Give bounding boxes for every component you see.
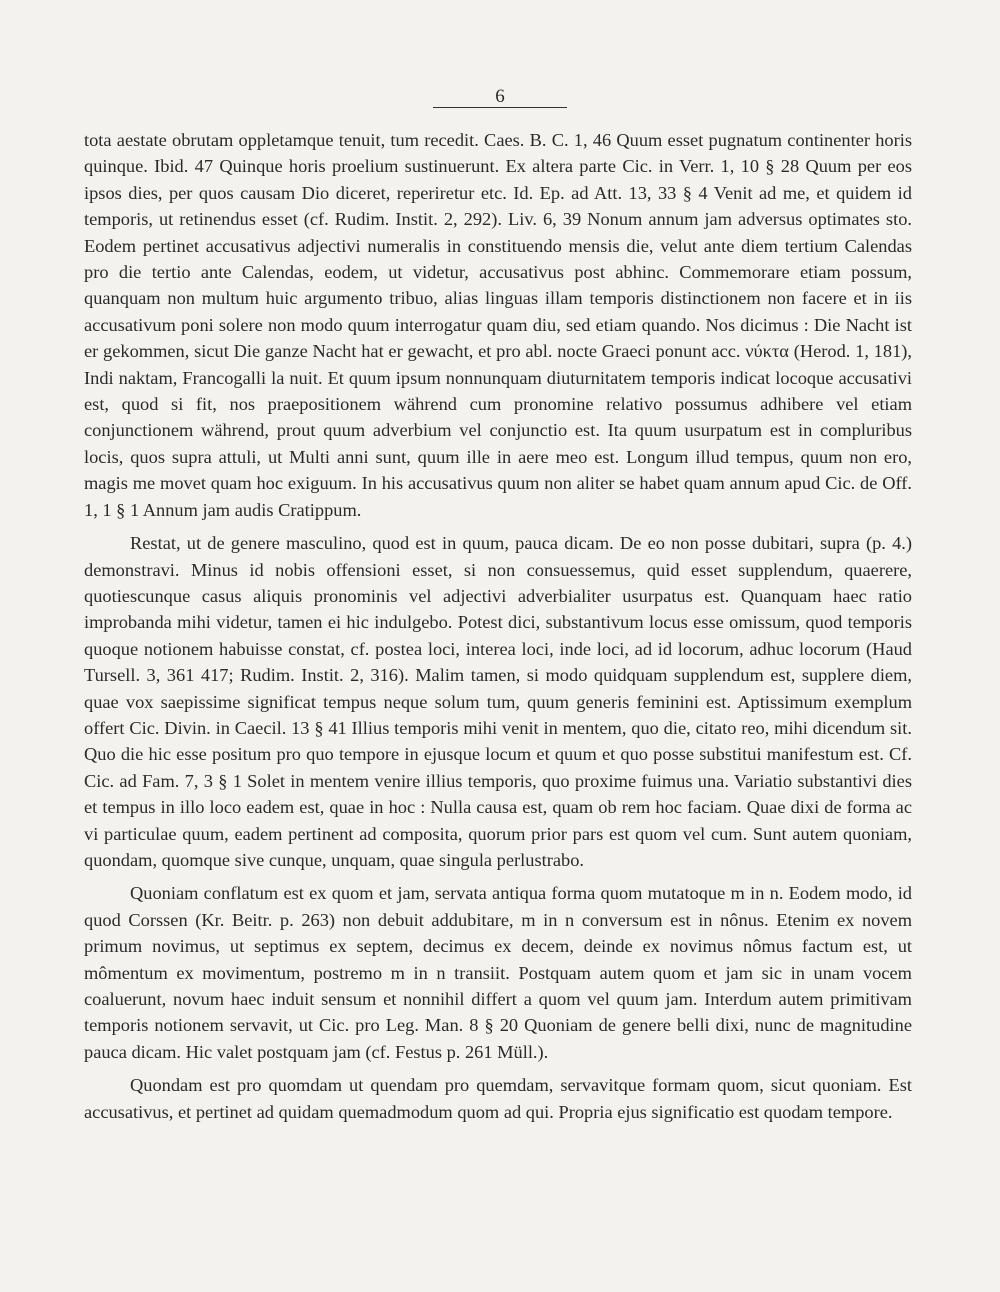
- body-text: [84, 127, 912, 1125]
- paragraph-3: Quoniam conflatum est ex quom et jam, servata antiqua forma quom mutatoque m in n. Eodem modo, id quod Corssen (Kr. Beitr. p. 263) non debuit addubitare, m in n conversum est in nônus. Etenim ex novem primum novimus, ut septimus ex septem, decimus ex decem, deinde ex novimus nômus factum est, ut mômentum ex movimentum, postremo m in n transiit. Postquam autem quom et jam sic in unam vocem coaluerunt, novum haec induit sensum et nonnihil differt a quom vel quum jam. Interdum autem primitivam temporis notionem servavit, ut Cic. pro Leg. Man. 8 § 20 Quoniam de genere belli dixi, nunc de magnitudine pauca dicam. Hic valet postquam jam (cf. Festus p. 261 Müll.).: [84, 883, 912, 1062]
- paragraph-4: Quondam est pro quomdam ut quendam pro quemdam, servavitque formam quom, sicut quoniam. Est accusativus, et pertinet ad quidam quemadmodum quom ad qui. Propria ejus significatio est quodam tempore.: [84, 1075, 912, 1122]
- header-rule: [433, 107, 567, 108]
- paragraph-2: Restat, ut de genere masculino, quod est in quum, pauca dicam. De eo non posse dubitari, supra (p. 4.) demonstravi. Minus id nobis offensioni esset, si non consuessemus, quid esset supplendum, quaerere, quotiescunque casus aliquis pronominis vel adjectivi adverbialiter usurpatus est. Quanquam haec ratio improbanda mihi videtur, tamen ei hic indulgebo. Potest dici, substantivum locus esse omissum, quod temporis quoque notionem habuisse constat, cf. postea loci, interea loci, inde loci, ad id locorum, adhuc locorum (Haud Tursell. 3, 361 417; Rudim. Instit. 2, 316). Malim tamen, si modo quidquam supplendum est, supplere diem, quae vox saepissime significat tempus neque solum tum, quum generis feminini est. Aptissimum exemplum offert Cic. Divin. in Caecil. 13 § 41 Illius temporis mihi venit in mentem, quo die, citato reo, mihi dicendum sit. Quo die hic esse positum pro quo tempore in ejusque locum et quum et quo posse substitui manifestum est. Cf. Cic. ad Fam. 7, 3 § 1 Solet in mentem venire illius temporis, quo proxime fuimus una. Variatio substantivi dies et tempus in illo loco eadem est, quae in hoc : Nulla causa est, quam ob rem hoc faciam. Quae dixi de forma ac vi particulae quum, eadem pertinent ad composita, quorum prior pars est quom vel cum. Sunt autem quoniam, quondam, quomque sive cunque, unquam, quae singula perlustrabo.: [84, 533, 912, 870]
- paragraph-1: tota aestate obrutam oppletamque tenuit, tum recedit. Caes. B. C. 1, 46 Quum esset pugnatum continenter horis quinque. Ibid. 47 Quinque horis proelium sustinuerunt. Ex altera parte Cic. in Verr. 1, 10 § 28 Quum per eos ipsos dies, per quos causam Dio diceret, reperiretur etc. Id. Ep. ad Att. 13, 33 § 4 Venit ad me, et quidem id temporis, ut retinendus esset (cf. Rudim. Instit. 2, 292). Liv. 6, 39 Nonum annum jam adversus optimates sto. Eodem pertinet accusativus adjectivi numeralis in constituendo mensis die, velut ante diem tertium Calendas pro die tertio ante Calendas, eodem, ut videtur, accusativus post abhinc. Commemorare etiam possum, quanquam non multum huic argumento tribuo, alias linguas illam temporis distinctionem non facere et in iis accusativum poni solere non modo quum interrogatur quam diu, sed etiam quando. Nos dicimus : Die Nacht ist er gekommen, sicut Die ganze Nacht hat er gewacht, et pro abl. nocte Graeci ponunt acc. νύκτα (Herod. 1, 181), Indi naktam, Francogalli la nuit. Et quum ipsum nonnunquam diuturnitatem temporis indicat locoque accusativi est, quod si fit, nos praepositionem während cum pronomine relativo possumus adhibere vel etiam conjunctionem während, prout quum adverbium vel conjunctio est. Ita quum usurpatum est in compluribus locis, quos supra attuli, ut Multi anni sunt, quum ille in aere meo est. Longum illud tempus, quum non ero, magis me movet quam hoc exiguum. In his accusativus quum non aliter se habet quam annum apud Cic. de Off. 1, 1 § 1 Annum jam audis Cratippum.: [84, 130, 912, 520]
- page-number: 6: [495, 86, 505, 107]
